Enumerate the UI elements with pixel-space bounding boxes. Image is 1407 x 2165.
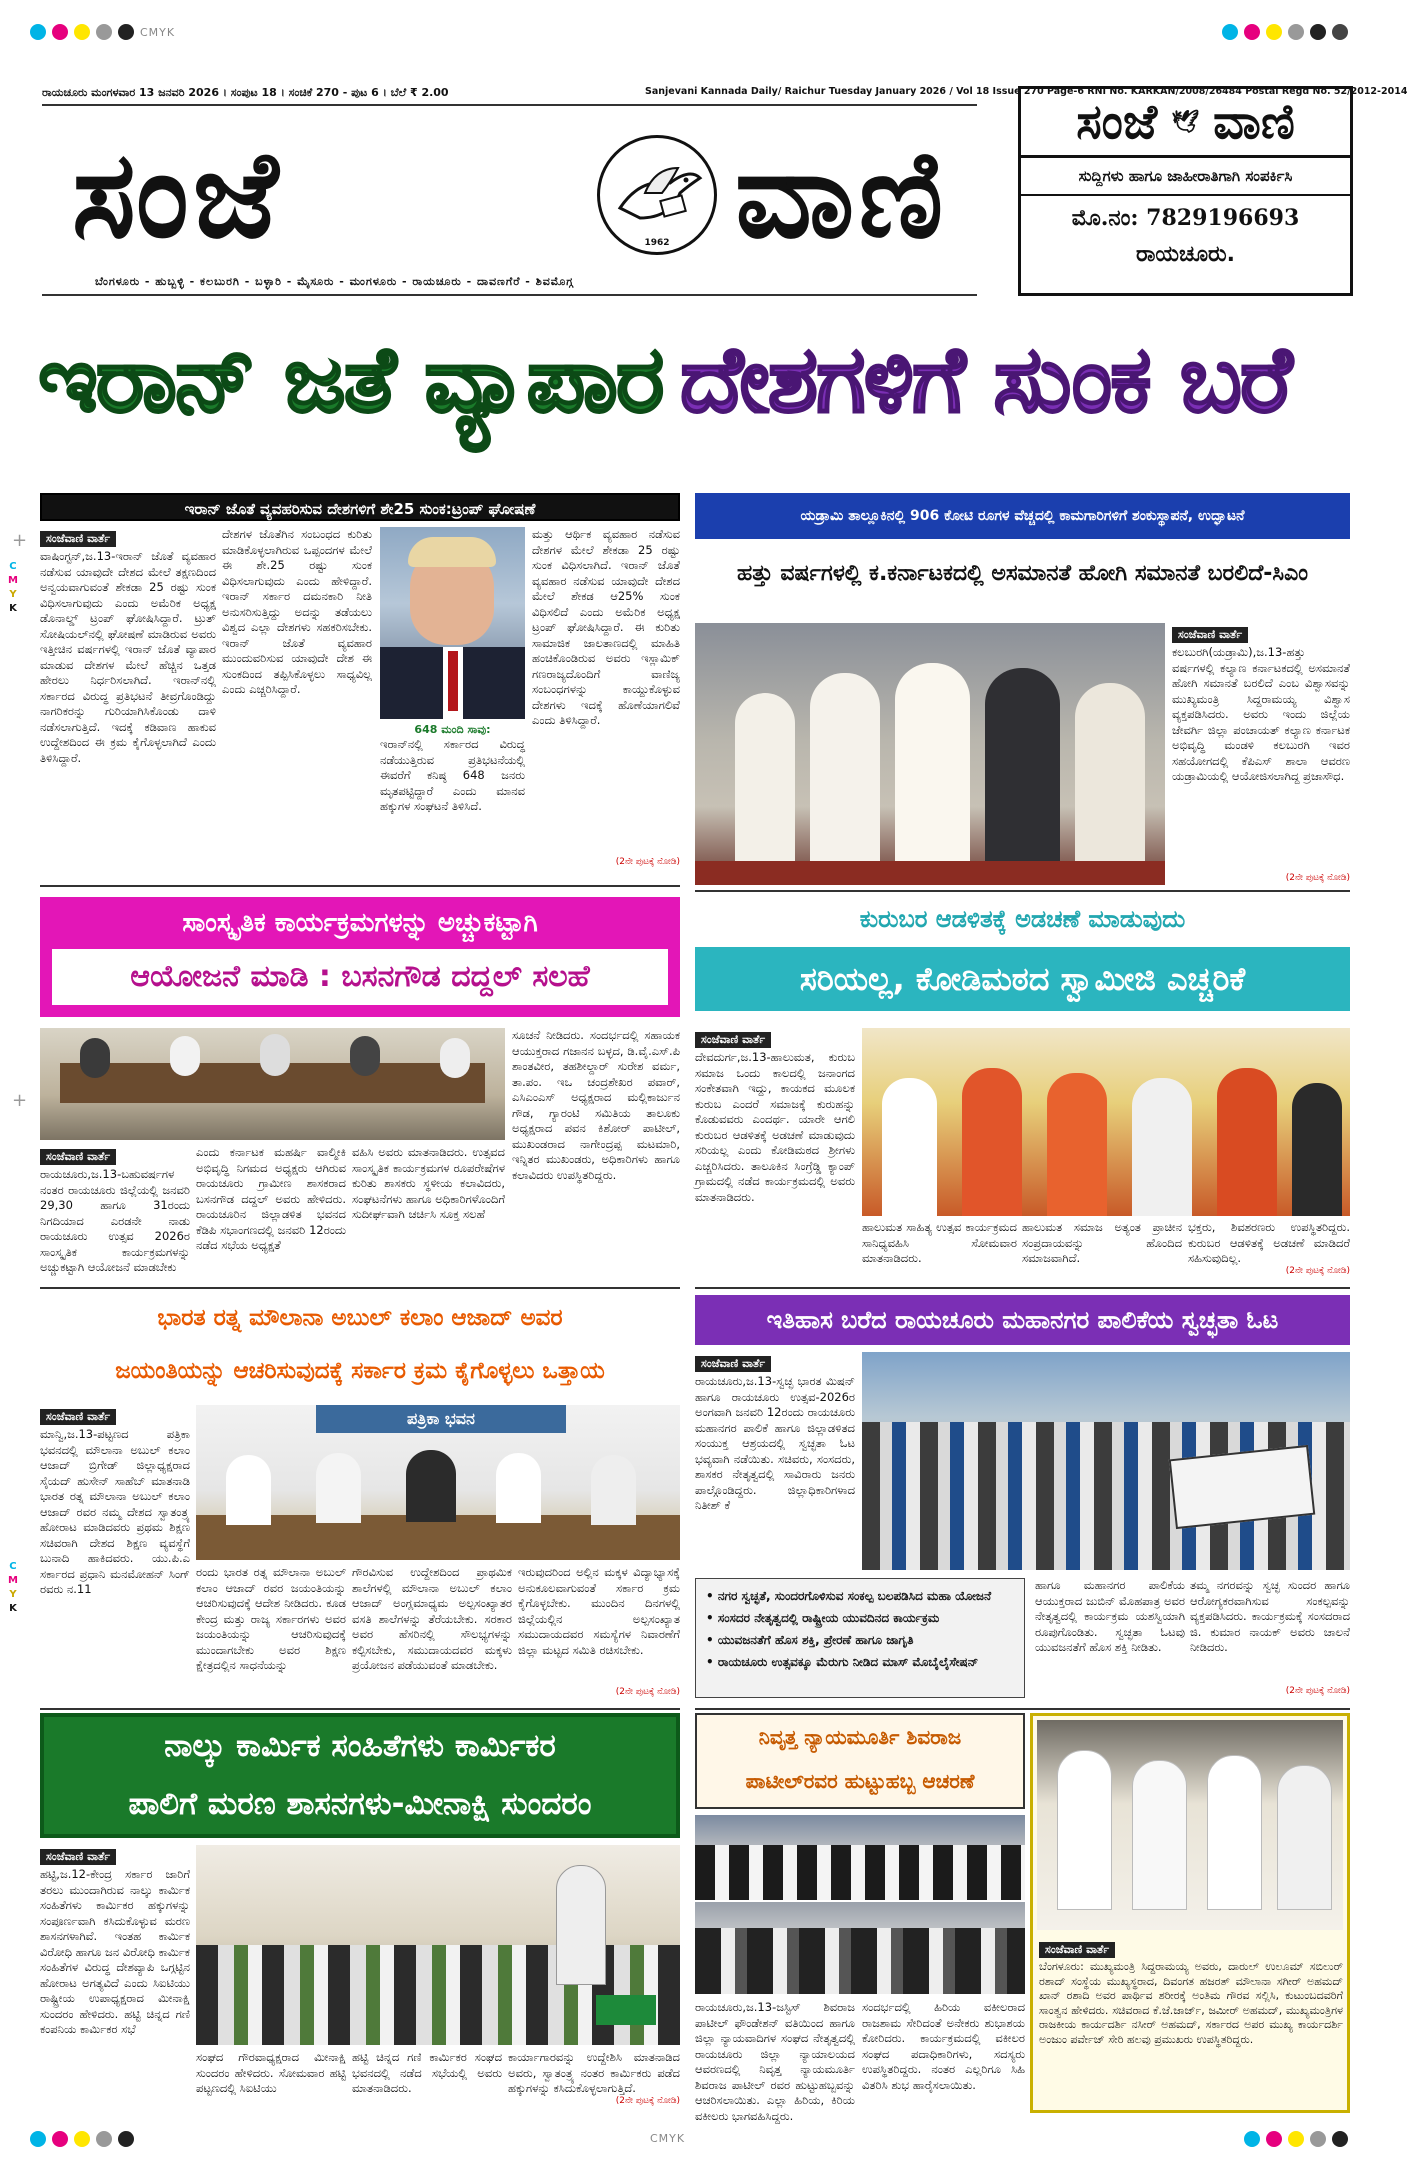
story6-headline: ಇತಿಹಾಸ ಬರೆದ ರಾಯಚೂರು ಮಹಾನಗರ ಪಾಲಿಕೆಯ ಸ್ವಚ್ಛತಾ ಓಟ [695, 1295, 1350, 1345]
banner-board [1169, 1445, 1316, 1529]
story7-col1 [40, 1845, 190, 2107]
person-figure [350, 1036, 380, 1076]
story8-photo-1 [695, 1815, 1025, 1900]
story1-col2-text: ದೇಶಗಳ ಜೊತೆಗಿನ ಸಂಬಂಧದ ಕುರಿತು ಮಾಡಿಕೊಳ್ಳಲಾಗಿರುವ ಒಪ್ಪಂದಗಳ ಮೇಲೆ ಈ ಶೇ.25 ರಷ್ಟು ಸುಂಕ ವಿಧಿಸಲಾಗುವುದು ಎಂದು ಹೇಳಿದ್ದಾರೆ. ಇರಾನ್ ಸರ್ಕಾರ ದಮನಕಾರಿ ನೀತಿ ಅನುಸರಿಸುತ್ತಿದ್ದು ಅದನ್ನು ತಡೆಯಲು ವಿಶ್ವದ ಎಲ್ಲಾ ದೇಶಗಳು ಸಹಕರಿಸಬೇಕು. ಇರಾನ್ ಜೊತೆ ವ್ಯವಹಾರ ಮುಂದುವರಿಸುವ ಯಾವುದೇ ದೇಶ ಈ ಸುಂಕದಿಂದ ತಪ್ಪಿಸಿಕೊಳ್ಳಲು ಸಾಧ್ಯವಿಲ್ಲ ಎಂದು ಎಚ್ಚರಿಸಿದ್ದಾರೆ. [222, 527, 372, 696]
cyan-dot [1222, 24, 1238, 40]
registration-dots-bottom-right [1244, 2131, 1348, 2147]
story8-headline-line2: ಪಾಟೀಲ್‌ರವರ ಹುಟ್ಟುಹಬ್ಬ ಆಚರಣೆ [745, 1769, 975, 1793]
story8-col2-text: ಸಂದರ್ಭದಲ್ಲಿ ಹಿರಿಯ ವಕೀಲರಾದ ರಾಜಶಾಮ ಸೇರಿದಂತೆ ಅನೇಕರು ಶುಭಾಶಯ ಕೋರಿದರು. ಕಾರ್ಯಕ್ರಮದಲ್ಲಿ ವಕೀಲರ ಸಂಘದ ಪದಾಧಿಕಾರಿಗಳು, ಸದಸ್ಯರು ಉಪಸ್ಥಿತರಿದ್ದರು. ನಂತರ ಎಲ್ಲರಿಗೂ ಸಿಹಿ ವಿತರಿಸಿ ಶುಭ ಹಾರೈಸಲಾಯಿತು. [862, 2000, 1025, 2092]
black-dot [118, 24, 134, 40]
story7-col4 [508, 2050, 680, 2110]
story2-photo [695, 623, 1165, 885]
stage-cloth [695, 861, 1165, 885]
person-figure [591, 1455, 636, 1525]
story5-more: (2ನೇ ಪುಟಕ್ಕೆ ನೋಡಿ) [615, 1687, 680, 1697]
story1-col2 [222, 527, 372, 877]
lawyers-pattern [695, 1928, 1025, 1994]
magenta-dot [52, 2131, 68, 2147]
magenta-dot [52, 24, 68, 40]
side-cmyk-marks-2 [8, 1560, 18, 1616]
story4-more: (2ನೇ ಪುಟಕ್ಕೆ ನೋಡಿ) [1285, 1266, 1350, 1276]
dateline-rule [42, 104, 977, 106]
story7-more: (2ನೇ ಪುಟಕ್ಕೆ ನೋಡಿ) [615, 2096, 680, 2106]
story1-bottom-rule [40, 885, 680, 887]
story4-col1 [695, 1028, 855, 1213]
story4-col2-text: ಹಾಲುಮತ ಸಾಹಿತ್ಯ ಉತ್ಸವ ಕಾರ್ಯಕ್ರಮದ ಸಾನಿಧ್ಯವಹಿಸಿ ಸೋಮವಾರ ಮಾತನಾಡಿದರು. [862, 1220, 1017, 1265]
story7-col3-text: ಹಟ್ಟಿ ಚಿನ್ನದ ಗಣಿ ಕಾರ್ಮಿಕರ ಸಂಘದ ಭವನದಲ್ಲಿ ನಡೆದ ಸಭೆಯಲ್ಲಿ ಅವರು ಮಾತನಾಡಿದರು. [352, 2050, 502, 2095]
press-bhavan-banner: ಪತ್ರಿಕಾ ಭವನ [316, 1405, 566, 1433]
ad-title-right: ವಾಣಿ [1213, 94, 1295, 150]
person-figure [1207, 1755, 1262, 1910]
yellow-dot [74, 2131, 90, 2147]
story1-caption-text: ಇರಾನ್‌ನಲ್ಲಿ ಸರ್ಕಾರದ ವಿರುದ್ಧ ನಡೆಯುತ್ತಿರುವ ಪ್ರತಿಭಟನೆಯಲ್ಲಿ ಈವರೆಗೆ ಕನಿಷ್ಠ 648 ಜನರು ಮೃತಪಟ್ಟಿದ್ದಾರೆ ಎಂದು ಮಾನವ ಹಕ್ಕುಗಳ ಸಂಘಟನೆ ತಿಳಿಸಿದೆ. [380, 737, 525, 813]
side-cmyk-marks [8, 560, 18, 616]
side-k: K [9, 1603, 17, 1614]
story6-more: (2ನೇ ಪುಟಕ್ಕೆ ನೋಡಿ) [1285, 1686, 1350, 1696]
story3-photo [40, 1028, 505, 1140]
story5-col4-text: ಇರುವುದರಿಂದ ಅಲ್ಲಿನ ಮಕ್ಕಳ ವಿದ್ಯಾಭ್ಯಾಸಕ್ಕೆ ಅನುಕೂಲವಾಗುವಂತೆ ಸರ್ಕಾರ ಕ್ರಮ ಕೈಗೊಳ್ಳಬೇಕು. ಮುಂದಿನ ದಿನಗಳಲ್ಲಿ ಜಿಲ್ಲೆಯಲ್ಲಿನ ಅಲ್ಪಸಂಖ್ಯಾತ ಸಮುದಾಯದವರ ಸಮಸ್ಯೆಗಳ ನಿವಾರಣೆಗೆ ಜಿಲ್ಲಾ ಮಟ್ಟದ ಸಮಿತಿ ರಚಿಸಬೇಕು. [518, 1565, 680, 1657]
cmyk-label-bottom: CMYK [650, 2132, 686, 2145]
story5-bottom-rule [40, 1708, 680, 1710]
side-k: K [9, 603, 17, 614]
bullet-text: ಸಂಸದರ ನೇತೃತ್ವದಲ್ಲಿ ರಾಷ್ಟ್ರೀಯ ಯುವದಿನದ ಕಾರ್ಯಕ್ರಮ [717, 1611, 940, 1625]
story9-body: ಬೆಂಗಳೂರು: ಮುಖ್ಯಮಂತ್ರಿ ಸಿದ್ದರಾಮಯ್ಯ ಅವರು, ದಾರುಲ್ ಉಲೂಮ್ ಸಬಿಲುರ್ ರಶಾದ್ ಸಂಸ್ಥೆಯ ಮುಖ್ಯಸ್ಥರಾದ, ದಿವಂಗತ ಹಜರತ್ ಮೌಲಾನಾ ಸಗೀರ್ ಅಹಮದ್ ಖಾನ್ ರಶಾದಿ ಅವರ ಪಾರ್ಥಿವ ಶರೀರಕ್ಕೆ ಅಂತಿಮ ಗೌರವ ಸಲ್ಲಿಸಿ, ಕುಟುಂಬದವರಿಗೆ ಸಾಂತ್ವನ ಹೇಳಿದರು. ಸಚಿವರಾದ ಕೆ.ಜೆ.ಜಾರ್ಜ್, ಜಮೀರ್ ಅಹಮದ್, ಮುಖ್ಯಮಂತ್ರಿಗಳ ರಾಜಕೀಯ ಕಾರ್ಯದರ್ಶಿ ನಸೀರ್ ಅಹಮದ್, ಸರ್ಕಾರದ ಅಪರ ಮುಖ್ಯ ಕಾರ್ಯದರ್ಶಿ ಅಂಜುಂ ಪರ್ವೇಜ್ ಸೇರಿ ಹಲವು ಪ್ರಮುಖರು ಉಪಸ್ಥಿತರಿದ್ದರು. [1039, 1960, 1343, 2046]
bullet-item: • ಸಂಸದರ ನೇತೃತ್ವದಲ್ಲಿ ರಾಷ್ಟ್ರೀಯ ಯುವದಿನದ ಕಾರ್ಯಕ್ರಮ [706, 1611, 940, 1625]
story4-col4 [1188, 1220, 1350, 1282]
yellow-dot [1266, 24, 1282, 40]
story4-col3-text: ಹಾಲುಮತ ಸಮಾಜ ಅತ್ಯಂತ ಪ್ರಾಚೀನ ಸಂಪ್ರದಾಯವನ್ನು ಹೊಂದಿದ ಸಮಾಜವಾಗಿದೆ. [1022, 1220, 1182, 1265]
side-c: C [9, 1561, 17, 1572]
story4-col1-text: ದೇವದುರ್ಗ,ಜ.13-ಹಾಲುಮತ, ಕುರುಬ ಸಮಾಜ ಒಂದು ಕಾಲದಲ್ಲಿ ಜನಾಂಗದ ಸಂಕೇತವಾಗಿ ಇದ್ದು, ಕಾಯಕದ ಮೂಲಕ ಕುರುಬ ಎಂದರೆ ಸಮಾಜಕ್ಕೆ ಕುರುಹನ್ನು ಕೊಡುವವರು ಎಂದರ್ಥ. ಯಾರೇ ಆಗಲಿ ಕುರುಬರ ಆಡಳಿತಕ್ಕೆ ಅಡಚಣೆ ಮಾಡುವುದು ಸರಿಯಲ್ಲ ಎಂದು ಕೋಡಿಮಠದ ಶ್ರೀಗಳು ಎಚ್ಚರಿಸಿದರು. ತಾಲೂಕಿನ ಸಿಂಗ್ರೆಡ್ಡಿ ಕ್ಯಾಂಪ್ ಗ್ರಾಮದಲ್ಲಿ ನಡೆದ ಕಾರ್ಯಕ್ರಮದಲ್ಲಿ ಅವರು ಮಾತನಾಡಿದರು. [695, 1050, 855, 1204]
bullet-text: ರಾಯಚೂರು ಉತ್ಸವಕ್ಕೂ ಮೆರುಗು ನೀಡಿದ ಮಾಸ್ ಮೊಬೈಲೈಸೇಷನ್ [717, 1655, 979, 1669]
hair-shape [408, 537, 496, 567]
swamiji-figure [1217, 1068, 1277, 1216]
story1-col3-text: ಮತ್ತು ಆರ್ಥಿಕ ವ್ಯವಹಾರ ನಡೆಸುವ ದೇಶಗಳ ಮೇಲೆ ಶೇಕಡಾ 25 ರಷ್ಟು ಸುಂಕ ವಿಧಿಸಲಾಗಿದೆ. ಇರಾನ್ ಜೊತೆ ವ್ಯವಹಾರ ನಡೆಸುವ ಯಾವುದೇ ದೇಶದ ಮೇಲೆ ಶೇಕಡ ಆ25% ಸುಂಕ ವಿಧಿಸಲಿದೆ ಎಂದು ಅಮೆರಿಕ ಅಧ್ಯಕ್ಷ ಟ್ರಂಪ್ ಘೋಷಿಸಿದ್ದಾರೆ. ಈ ಕುರಿತು ಸಾಮಾಜಿಕ ಜಾಲತಾಣದಲ್ಲಿ ಮಾಹಿತಿ ಹಂಚಿಕೊಂಡಿರುವ ಅವರು ಇಸ್ಲಾಮಿಕ್ ಗಣರಾಜ್ಯದೊಂದಿಗೆ ವಾಣಿಜ್ಯ ಸಂಬಂಧಗಳನ್ನು ಕಾಯ್ದುಕೊಳ್ಳುವ ದೇಶಗಳು ಇದಕ್ಕೆ ಹೊಣೆಯಾಗಲಿವೆ ಎಂದು ತಿಳಿಸಿದ್ದಾರೆ. [532, 527, 680, 727]
gray-dot [96, 24, 112, 40]
main-headline-part1: ಇರಾನ್ ಜತೆ ವ್ಯಾಪಾರ [38, 326, 663, 433]
masthead-cities: ಬೆಂಗಳೂರು - ಹುಬ್ಬಳ್ಳಿ - ಕಲಬುರಗಿ - ಬಳ್ಳಾರಿ - ಮೈಸೂರು - ಮಂಗಳೂರು - ರಾಯಚೂರು - ದಾವಣಗೆರೆ - ಶಿವಮೊಗ್ಗ [95, 275, 574, 288]
person-figure [882, 1078, 937, 1216]
gray-dot [1288, 24, 1304, 40]
registration-dots-bottom-left [30, 2131, 134, 2147]
person-figure [316, 1453, 361, 1523]
story1-reporter: ಸಂಜೆವಾಣಿ ವಾರ್ತೆ [40, 531, 116, 547]
story3-top-text: ಸೂಚನೆ ನೀಡಿದರು. ಸಂದರ್ಭದಲ್ಲಿ ಸಹಾಯಕ ಆಯುಕ್ತರಾದ ಗಜಾನನ ಬಳ್ಳದ, ಡಿ.ವೈ.ಎಸ್.ಪಿ ಶಾಂತವೀರ, ತಹಶೀಲ್ದಾರ್ ಸುರೇಶ ವರ್ಮ, ತಾ.ಪಂ. ಇಒ ಚಂದ್ರಶೇಖರ ಪವಾರ್, ಎಸಿಎಂಎಸ್ ಅಧ್ಯಕ್ಷರಾದ ಮಲ್ಲಿಕಾರ್ಜುನ ಗೌಡ, ಗ್ಯಾರಂಟಿ ಸಮಿತಿಯ ತಾಲೂಕು ಅಧ್ಯಕ್ಷರಾದ ಪವನ ಕಿಶೋರ್ ಪಾಟೀಲ್, ಮುಖಂಡರಾದ ನಾಗೇಂದ್ರಪ್ಪ ಮಟಮಾರಿ, ಇನ್ನಿತರ ಮುಖಂಡರು, ಅಧಿಕಾರಿಗಳು ಹಾಗೂ ಕಲಾವಿದರು ಉಪಸ್ಥಿತರಿದ್ದರು. [512, 1028, 680, 1182]
story7-headline-line1: ನಾಲ್ಕು ಕಾರ್ಮಿಕ ಸಂಹಿತೆಗಳು ಕಾರ್ಮಿಕರ [164, 1728, 556, 1764]
dove-icon [600, 138, 714, 252]
chair-shape [596, 1995, 656, 2025]
story7-col2-text: ಸಂಘದ ಗೌರವಾಧ್ಯಕ್ಷರಾದ ಮೀನಾಕ್ಷಿ ಸುಂದರಂ ಹೇಳಿದರು. ಸೋಮವಾರ ಹಟ್ಟಿ ಪಟ್ಟಣದಲ್ಲಿ ಸಿಐಟಿಯು [196, 2050, 346, 2095]
magenta-dot [1244, 24, 1260, 40]
story5-reporter: ಸಂಜೆವಾಣಿ ವಾರ್ತೆ [40, 1409, 116, 1425]
person-figure [735, 693, 795, 883]
story6-col3-text: ತಮ್ಮ ನಗರವನ್ನು ಸ್ವಚ್ಛ ಸುಂದರ ಹಾಗೂ ಆರೋಗ್ಯಕರವಾಗಿಸುವ ಸಂಕಲ್ಪವನ್ನು ವ್ಯಕ್ತಪಡಿಸಿದರು. ಕಾರ್ಯಕ್ರಮಕ್ಕೆ ಸಂಸದರಾದ ಜಿ. ಕುಮಾರ ನಾಯಕ್ ಅವರು ಚಾಲನೆ ನೀಡಿದರು. [1190, 1578, 1350, 1654]
story8-headline-line1: ನಿವೃತ್ತ ನ್ಯಾಯಮೂರ್ತಿ ಶಿವರಾಜ [758, 1725, 962, 1749]
story2-more: (2ನೇ ಪುಟಕ್ಕೆ ನೋಡಿ) [1285, 873, 1350, 883]
side-y: Y [9, 589, 17, 600]
yellow-dot [74, 24, 90, 40]
story5-col4 [518, 1565, 680, 1705]
cyan-dot [1244, 2131, 1260, 2147]
story4-bottom-rule [695, 1287, 1350, 1289]
story5-col1 [40, 1405, 190, 1705]
story1-headline-strip: ಇರಾನ್ ಜೊತೆ ವ್ಯವಹರಿಸುವ ದೇಶಗಳಿಗೆ ಶೇ25 ಸುಂಕ:ಟ್ರಂಪ್ ಘೋಷಣೆ [40, 493, 680, 521]
person-figure [260, 1034, 290, 1076]
masthead-year: 1962 [644, 238, 670, 248]
contact-ad-box [1018, 86, 1353, 296]
ad-phone: ಮೊ.ನಂ: 7829196693 [1071, 205, 1300, 231]
bullet-item: • ಯುವಜನತೆಗೆ ಹೊಸ ಶಕ್ತಿ, ಪ್ರೇರಣೆ ಹಾಗೂ ಜಾಗೃತಿ [706, 1633, 914, 1647]
story3-col1-text: ರಾಯಚೂರು,ಜ.13-ಬಹುವರ್ಷಗಳ ನಂತರ ರಾಯಚೂರು ಜಿಲ್ಲೆಯಲ್ಲಿ ಜನವರಿ 29,30 ಹಾಗೂ 31ರಂದು ನಿಗದಿಯಾದ ಎರಡನೇ ನಾಡು ರಾಯಚೂರು ಉತ್ಸವ 2026ರ ಸಾಂಸ್ಕೃತಿಕ ಕಾರ್ಯಕ್ರಮಗಳನ್ನು ಅಚ್ಚುಕಟ್ಟಾಗಿ ಆಯೋಜನೆ ಮಾಡಬೇಕು [40, 1167, 190, 1274]
masthead-right: ವಾಣಿ [735, 124, 948, 265]
story9-text [1039, 1938, 1343, 2108]
story6-col1 [695, 1352, 855, 1570]
person-figure [170, 1036, 200, 1076]
story6-col1-text: ರಾಯಚೂರು,ಜ.13-ಸ್ವಚ್ಛ ಭಾರತ ಮಿಷನ್ ಹಾಗೂ ರಾಯಚೂರು ಉತ್ಸವ-2026ರ ಅಂಗವಾಗಿ ಜನವರಿ 12ರಂದು ರಾಯಚೂರು ಮಹಾನಗರ ಪಾಲಿಕೆ ಹಾಗೂ ಜಿಲ್ಲಾಡಳಿತದ ಸಂಯುಕ್ತ ಆಶ್ರಯದಲ್ಲಿ ಸ್ವಚ್ಛತಾ ಓಟ ಭವ್ಯವಾಗಿ ನಡೆಯಿತು. ಸಚಿವರು, ಸಂಸದರು, ಶಾಸಕರ ನೇತೃತ್ವದಲ್ಲಿ ಸಾವಿರಾರು ಜನರು ಪಾಲ್ಗೊಂಡಿದ್ದರು. ಜಿಲ್ಲಾಧಿಕಾರಿಗಳಾದ ನಿತೀಶ್ ಕೆ [695, 1374, 855, 1512]
story5-col2-text: ರಂದು ಭಾರತ ರತ್ನ ಮೌಲಾನಾ ಅಬುಲ್ ಕಲಾಂ ಆಜಾದ್ ರವರ ಜಯಂತಿಯನ್ನು ಆಚರಿಸುವುದಕ್ಕೆ ಆದೇಶ ನೀಡಿದರು. ಕೂಡ ಕೇಂದ್ರ ಮತ್ತು ರಾಜ್ಯ ಸರ್ಕಾರಗಳು ಅವರ ಜಯಂತಿಯನ್ನು ಆಚರಿಸುವುದಕ್ಕೆ ಮುಂದಾಗಬೇಕು ಅವರ ಶಿಕ್ಷಣ ಕ್ಷೇತ್ರದಲ್ಲಿನ ಸಾಧನೆಯನ್ನು [196, 1565, 346, 1672]
story8-col1 [695, 2000, 855, 2123]
registration-dots-top-right [1222, 24, 1348, 40]
story8-col2 [862, 2000, 1025, 2110]
registration-cross: + [12, 530, 28, 551]
story7-headline-box [40, 1713, 680, 1838]
story5-photo [196, 1405, 680, 1560]
story4-col4-text: ಭಕ್ತರು, ಶಿವಶರಣರು ಉಪಸ್ಥಿತರಿದ್ದರು. ಕುರುಬರ ಆಡಳಿತಕ್ಕೆ ಅಡಚಣೆ ಮಾಡಿದರೆ ಸಹಿಸುವುದಿಲ್ಲ. [1188, 1220, 1350, 1265]
story3-headline-line2: ಆಯೋಜನೆ ಮಾಡಿ : ಬಸನಗೌಡ ದದ್ದಲ್ ಸಲಹೆ [52, 949, 668, 1005]
story6-col3 [1190, 1578, 1350, 1703]
story2-strip: ಯಡ್ರಾಮಿ ತಾಲ್ಲೂಕಿನಲ್ಲಿ 906 ಕೋಟಿ ರೂಗಳ ವೆಚ್ಚದಲ್ಲಿ ಕಾಮಗಾರಿಗಳಿಗೆ ಶಂಕುಸ್ಥಾಪನೆ, ಉದ್ಘಾಟನೆ [695, 493, 1350, 539]
ad-city: ರಾಯಚೂರು. [1135, 242, 1236, 267]
story2-body: ಕಲಬುರಗಿ(ಯಡ್ರಾಮಿ),ಜ.13-ಹತ್ತು ವರ್ಷಗಳಲ್ಲಿ ಕಲ್ಯಾಣ ಕರ್ನಾಟಕದಲ್ಲಿ ಅಸಮಾನತೆ ಹೋಗಿ ಸಮಾನತೆ ಬರಲಿದೆ ಎಂಬ ವಿಶ್ವಾಸವನ್ನು ಮುಖ್ಯಮಂತ್ರಿ ಸಿದ್ದರಾಮಯ್ಯ ವಿಶ್ವಾಸ ವ್ಯಕ್ತಪಡಿಸಿದರು. ಅವರು ಇಂದು ಜಿಲ್ಲೆಯ ಜೇವರ್ಗಿ ಜಿಲ್ಲಾ ಪಂಚಾಯತ್ ಕಲ್ಯಾಣ ಕರ್ನಾಟಕ ಅಭಿವೃದ್ಧಿ ಮಂಡಳಿ ಕಲಬುರಗಿ ಇವರ ಸಹಯೋಗದಲ್ಲಿ ಕೆಪಿಎಸ್ ಶಾಲಾ ಆವರಣ ಯಡ್ರಾಮಿಯಲ್ಲಿ ಆಯೋಜಿಸಲಾಗಿದ್ದ ಪ್ರಜಾಸೌಧ. [1172, 645, 1350, 783]
story4-headline-line2: ಸರಿಯಲ್ಲ, ಕೋಡಿಮಠದ ಸ್ವಾಮೀಜಿ ಎಚ್ಚರಿಕೆ [695, 947, 1350, 1011]
story7-headline-line2: ಪಾಲಿಗೆ ಮರಣ ಶಾಸನಗಳು-ಮೀನಾಕ್ಷಿ ಸುಂದರಂ [128, 1786, 592, 1822]
registration-cross: + [12, 1090, 28, 1111]
side-m: M [8, 1575, 18, 1586]
bullet-item: • ರಾಯಚೂರು ಉತ್ಸವಕ್ಕೂ ಮೆರುಗು ನೀಡಿದ ಮಾಸ್ ಮೊಬೈಲೈಸೇಷನ್ [706, 1655, 979, 1669]
person-figure [1132, 1760, 1187, 1910]
cmyk-label: CMYK [140, 25, 176, 39]
swamiji-figure [962, 1068, 1022, 1216]
cyan-dot [30, 2131, 46, 2147]
bullet-text: ನಗರ ಸ್ವಚ್ಛತೆ, ಸುಂದರಗೊಳಿಸುವ ಸಂಕಲ್ಪ ಬಲಪಡಿಸಿದ ಮಹಾ ಯೋಜನೆ [717, 1589, 992, 1603]
story2-headline: ಹತ್ತು ವರ್ಷಗಳಲ್ಲಿ ಕ.ಕರ್ನಾಟಕದಲ್ಲಿ ಅಸಮಾನತೆ ಹೋಗಿ ಸಮಾನತೆ ಬರಲಿದೆ-ಸಿಎಂ [737, 561, 1308, 586]
side-m: M [8, 575, 18, 586]
story5-col3-text: ಗೌರವಿಸುವ ಉದ್ದೇಶದಿಂದ ಪ್ರಾಥಮಿಕ ಶಾಲೆಗಳಲ್ಲಿ ಮೌಲಾನಾ ಅಬುಲ್ ಕಲಾಂ ಆಜಾದ್ ಅಂಗ್ಲಮಾಧ್ಯಮ ಅಲ್ಪಸಂಖ್ಯಾತರ ವಸತಿ ಶಾಲೆಗಳನ್ನು ತೆರೆಯಬೇಕು. ಸರಕಾರ ಅವರ ಹೆಸರಿನಲ್ಲಿ ಸೌಲಭ್ಯಗಳನ್ನು ಕಲ್ಪಿಸಬೇಕು, ಸಮುದಾಯದವರ ಮಕ್ಕಳು ಪ್ರಯೋಜನ ಪಡೆಯುವಂತೆ ಮಾಡಬೇಕು. [352, 1565, 512, 1672]
bullet-item: • ನಗರ ಸ್ವಚ್ಛತೆ, ಸುಂದರಗೊಳಿಸುವ ಸಂಕಲ್ಪ ಬಲಪಡಿಸಿದ ಮಹಾ ಯೋಜನೆ [706, 1589, 992, 1603]
dove-logo [597, 135, 717, 255]
person-figure [226, 1455, 271, 1525]
story4-photo [862, 1028, 1350, 1216]
ad-title-left: ಸಂಜೆ [1076, 94, 1158, 150]
person-figure [1277, 1765, 1332, 1910]
person-figure [1132, 1078, 1192, 1216]
black-dot [1332, 24, 1348, 40]
side-c: C [9, 561, 17, 572]
person-figure [440, 1038, 470, 1078]
masthead-left: ಸಂಜೆ [72, 124, 283, 265]
story3-col1 [40, 1145, 190, 1280]
ad-dove-icon: 🕊 [1171, 109, 1200, 135]
cyan-dot [30, 24, 46, 40]
swamiji-figure [1047, 1073, 1107, 1216]
registration-dots-top-left [30, 24, 175, 40]
story6-photo [862, 1352, 1350, 1570]
story1-more: (2ನೇ ಪುಟಕ್ಕೆ ನೋಡಿ) [615, 857, 680, 867]
story1-col3 [532, 527, 680, 877]
story4-reporter: ಸಂಜೆವಾಣಿ ವಾರ್ತೆ [695, 1032, 771, 1048]
story9-reporter: ಸಂಜೆವಾಣಿ ವಾರ್ತೆ [1039, 1942, 1115, 1958]
story2-reporter: ಸಂಜೆವಾಣಿ ವಾರ್ತೆ [1172, 627, 1248, 643]
bullet-text: ಯುವಜನತೆಗೆ ಹೊಸ ಶಕ್ತಿ, ಪ್ರೇರಣೆ ಹಾಗೂ ಜಾಗೃತಿ [717, 1633, 914, 1647]
person-figure [1057, 1750, 1112, 1910]
story3-headline-line1: ಸಾಂಸ್ಕೃತಿಕ ಕಾರ್ಯಕ್ರಮಗಳನ್ನು ಅಚ್ಚುಕಟ್ಟಾಗಿ [182, 908, 538, 938]
person-figure [1292, 1083, 1342, 1216]
person-figure [406, 1450, 456, 1522]
story7-reporter: ಸಂಜೆವಾಣಿ ವಾರ್ತೆ [40, 1849, 116, 1865]
person-figure [810, 673, 880, 883]
story3-headline-box [40, 897, 680, 1017]
person-figure [1075, 683, 1145, 883]
masthead-rule [42, 294, 977, 296]
story9-photo [1037, 1720, 1343, 1930]
person-figure [80, 1038, 110, 1078]
story6-bottom-rule [695, 1708, 1350, 1710]
story9-box [1030, 1713, 1350, 2113]
gray-dot [96, 2131, 112, 2147]
story3-col2-text: ಎಂದು ಕರ್ನಾಟಕ ಮಹರ್ಷಿ ವಾಲ್ಮೀಕಿ ಅಭಿವೃದ್ಧಿ ನಿಗಮದ ಅಧ್ಯಕ್ಷರು ಆಗಿರುವ ರಾಯಚೂರು ಗ್ರಾಮೀಣ ಶಾಸಕರಾದ ಬಸನಗೌಡ ದದ್ದಲ್ ಅವರು ಹೇಳಿದರು. ರಾಯಚೂರಿನ ಜಿಲ್ಲಾಡಳಿತ ಭವನದ ಕೆಡಿಪಿ ಸಭಾಂಗಣದಲ್ಲಿ ಜನವರಿ 12ರಂದು ನಡೆದ ಸಭೆಯ ಅಧ್ಯಕ್ಷತೆ [196, 1145, 346, 1252]
story1-caption [380, 722, 525, 877]
story8-photo-2 [695, 1902, 1025, 1994]
story6-bullets [695, 1578, 1025, 1698]
speaker-figure [556, 1865, 606, 1985]
dateline-english: Sanjevani Kannada Daily/ Raichur Tuesday January 2026 / Vol 18 Issue 270 Page-6 RNI No. KARKAN/2008/26484 Postal Regd No. 52/2012-2014 [645, 86, 1407, 97]
story3-bottom-rule [40, 1287, 680, 1289]
ad-contact-line: ಸುದ್ದಿಗಳು ಹಾಗೂ ಜಾಹೀರಾತಿಗಾಗಿ ಸಂಪರ್ಕಿಸಿ [1021, 158, 1350, 196]
black-dot [118, 2131, 134, 2147]
story8-col1-text: ರಾಯಚೂರು,ಜ.13-ಜಸ್ಟಿಸ್ ಶಿವರಾಜ ಪಾಟೀಲ್ ಫೌಂಡೇಶನ್ ವತಿಯಿಂದ ಹಾಗೂ ಜಿಲ್ಲಾ ನ್ಯಾಯವಾದಿಗಳ ಸಂಘದ ನೇತೃತ್ವದಲ್ಲಿ ರಾಯಚೂರು ಜಿಲ್ಲಾ ನ್ಯಾಯಾಲಯದ ಆವರಣದಲ್ಲಿ ನಿವೃತ್ತ ನ್ಯಾಯಮೂರ್ತಿ ಶಿವರಾಜ ಪಾಟೀಲ್ ರವರ ಹುಟ್ಟುಹಬ್ಬವನ್ನು ಆಚರಿಸಲಾಯಿತು. ಎಲ್ಲಾ ಹಿರಿಯ, ಕಿರಿಯ ವಕೀಲರು ಭಾಗವಹಿಸಿದ್ದರು. [695, 2000, 855, 2123]
trump-photo [380, 527, 525, 719]
dateline-kannada: ರಾಯಚೂರು ಮಂಗಳವಾರ 13 ಜನವರಿ 2026 । ಸಂಪುಟ 18 । ಸಂಚಿಕೆ 270 - ಪುಟ 6 । ಬೆಲೆ ₹ 2.00 [42, 86, 449, 99]
black-dot [1310, 24, 1326, 40]
lawyers-pattern [695, 1845, 1025, 1900]
side-y: Y [9, 1589, 17, 1600]
story4-headline-line1: ಕುರುಬರ ಆಡಳಿತಕ್ಕೆ ಅಡಚಣೆ ಮಾಡುವುದು [859, 905, 1186, 933]
story4-headline-box [695, 897, 1350, 1017]
story6-col2-text: ಹಾಗೂ ಮಹಾನಗರ ಪಾಲಿಕೆಯ ಆಯುಕ್ತರಾದ ಜುಬಿನ್ ಮೊಹಪಾತ್ರ ಅವರ ನೇತೃತ್ವದಲ್ಲಿ ಕಾರ್ಯಕ್ರಮ ಯಶಸ್ವಿಯಾಗಿ ರೂಪುಗೊಂಡಿತು. ಸ್ವಚ್ಛತಾ ಓಟವು ಯುವಜನತೆಗೆ ಹೊಸ ಶಕ್ತಿ ನೀಡಿತು. [1035, 1578, 1185, 1654]
yellow-dot [1288, 2131, 1304, 2147]
story5-col1-text: ಮಾನ್ವಿ,ಜ.13-ಪಟ್ಟಣದ ಪತ್ರಿಕಾ ಭವನದಲ್ಲಿ ಮೌಲಾನಾ ಅಬುಲ್ ಕಲಾಂ ಆಜಾದ್ ಬ್ರಿಗೇಡ್ ಜಿಲ್ಲಾಧ್ಯಕ್ಷರಾದ ಸೈಯದ್ ಹುಸೇನ್ ಸಾಹೆಬ್ ಮಾತನಾಡಿ ಭಾರತ ರತ್ನ ಮೌಲಾನಾ ಅಬುಲ್ ಕಲಾಂ ಆಜಾದ್ ರವರ ನಮ್ಮ ದೇಶದ ಸ್ವಾತಂತ್ರ್ಯ ಹೋರಾಟ ಮಾಡಿದವರು ಪ್ರಥಮ ಶಿಕ್ಷಣ ಸಚಿವರಾಗಿ ದೇಶದ ಶಿಕ್ಷಣ ವ್ಯವಸ್ಥೆಗೆ ಬುನಾದಿ ಹಾಕಿದವರು. ಯು.ಪಿ.ಎ ಸರ್ಕಾರದ ಪ್ರಧಾನಿ ಮನಮೋಹನ್ ಸಿಂಗ್ ರವರು ನ.11 [40, 1427, 190, 1596]
story2-text [1172, 623, 1350, 885]
story1-caption-bold: 648 ಮಂದಿ ಸಾವು: [414, 723, 491, 736]
person-figure [496, 1453, 541, 1523]
story5-headline-line2: ಜಯಂತಿಯನ್ನು ಆಚರಿಸುವುದಕ್ಕೆ ಸರ್ಕಾರ ಕ್ರಮ ಕೈಗೊಳ್ಳಲು ಒತ್ತಾಯ [115, 1358, 605, 1384]
story1-col1 [40, 527, 216, 877]
black-dot [1332, 2131, 1348, 2147]
person-figure [895, 663, 970, 883]
ad-title [1021, 89, 1350, 158]
story5-headline-line1: ಭಾರತ ರತ್ನ ಮೌಲಾನಾ ಅಬುಲ್ ಕಲಾಂ ಆಜಾದ್ ಅವರ [157, 1305, 563, 1331]
story2-bottom-rule [695, 890, 1350, 892]
story6-reporter: ಸಂಜೆವಾಣಿ ವಾರ್ತೆ [695, 1356, 771, 1372]
person-figure [985, 668, 1060, 883]
story7-photo [196, 1845, 680, 2045]
story7-col1-text: ಹಟ್ಟಿ,ಜ.12-ಕೇಂದ್ರ ಸರ್ಕಾರ ಜಾರಿಗೆ ತರಲು ಮುಂದಾಗಿರುವ ನಾಲ್ಕು ಕಾರ್ಮಿಕ ಸಂಹಿತೆಗಳು ಕಾರ್ಮಿಕರ ಹಕ್ಕುಗಳನ್ನು ಸಂಪೂರ್ಣವಾಗಿ ಕಸಿದುಕೊಳ್ಳುವ ಮರಣ ಶಾಸನಗಳಾಗಿವೆ. ಇಂತಹ ಕಾರ್ಮಿಕ ವಿರೋಧಿ ಹಾಗೂ ಜನ ವಿರೋಧಿ ಕಾರ್ಮಿಕ ಸಂಹಿತೆಗಳ ವಿರುದ್ಧ ದೇಶವ್ಯಾಪಿ ಒಗ್ಗಟ್ಟಿನ ಹೋರಾಟ ಅಗತ್ಯವಿದೆ ಎಂದು ಸಿಐಟಿಯು ರಾಷ್ಟ್ರೀಯ ಉಪಾಧ್ಯಕ್ಷರಾದ ಮೀನಾಕ್ಷಿ ಸುಂದರಂ ಹೇಳಿದರು. ಹಟ್ಟಿ ಚಿನ್ನದ ಗಣಿ ಕಂಪನಿಯ ಕಾರ್ಮಿಕರ ಸಭೆ [40, 1867, 190, 2036]
story3-reporter: ಸಂಜೆವಾಣಿ ವಾರ್ತೆ [40, 1149, 116, 1165]
story1-col1-text: ವಾಷಿಂಗ್ಟನ್,ಜ.13-ಇರಾನ್ ಜೊತೆ ವ್ಯವಹಾರ ನಡೆಸುವ ಯಾವುದೇ ದೇಶದ ಮೇಲೆ ತಕ್ಷಣದಿಂದ ಅನ್ವಯವಾಗುವಂತೆ ಶೇಕಡಾ 25 ರಷ್ಟು ಸುಂಕ ವಿಧಿಸಲಾಗುವುದು ಎಂದು ಅಮೆರಿಕ ಅಧ್ಯಕ್ಷ ಡೊನಾಲ್ಡ್ ಟ್ರಂಪ್ ಘೋಷಿಸಿದ್ದಾರೆ. ಟ್ರುತ್ ಸೋಷಿಯಲ್‌ನಲ್ಲಿ ಘೋಷಣೆ ಮಾಡಿರುವ ಅವರು ಇತ್ತೀಚಿನ ವರ್ಷಗಳಲ್ಲಿ ಇರಾನ್ ಜೊತೆ ವ್ಯಾಪಾರ ಮಾಡುವ ದೇಶಗಳ ಮೇಲೆ ಹೆಚ್ಚಿನ ಒತ್ತಡ ಹೇರಲು ನಿರ್ಧರಿಸಲಾಗಿದೆ. ಇರಾನ್‌ನಲ್ಲಿ ಸರ್ಕಾರದ ವಿರುದ್ಧ ಪ್ರತಿಭಟನೆ ತೀವ್ರಗೊಂಡಿದ್ದು ನಾಗರಿಕರನ್ನು ಗುರಿಯಾಗಿಸಿಕೊಂಡು ದಾಳಿ ನಡೆಸಲಾಗುತ್ತಿದೆ. ಇದಕ್ಕೆ ಕಡಿವಾಣ ಹಾಕುವ ಉದ್ದೇಶದಿಂದ ಈ ಕ್ರಮ ಕೈಗೊಳ್ಳಲಾಗಿದೆ ಎಂದು ತಿಳಿಸಿದ್ದಾರೆ. [40, 549, 216, 765]
story8-headline-box [695, 1713, 1025, 1809]
story7-col4-text: ಕಾರ್ಯಾಗಾರವನ್ನು ಉದ್ದೇಶಿಸಿ ಮಾತನಾಡಿದ ಅವರು, ಸ್ವಾತಂತ್ರ್ಯ ನಂತರ ಕಾರ್ಮಿಕರು ಪಡೆದ ಹಕ್ಕುಗಳನ್ನು ಕಸಿದುಕೊಳ್ಳಲಾಗುತ್ತಿದೆ. [508, 2050, 680, 2095]
tie-shape [448, 651, 458, 711]
gray-dot [1310, 2131, 1326, 2147]
story3-col3-text: ವಹಿಸಿ ಅವರು ಮಾತನಾಡಿದರು. ಉತ್ಸವದ ಸಾಂಸ್ಕೃತಿಕ ಕಾರ್ಯಕ್ರಮಗಳ ರೂಪರೇಷೆಗಳ ಕುರಿತು ಶಾಸಕರು ಸ್ಥಳೀಯ ಕಲಾವಿದರು, ಸಂಘಟನೆಗಳು ಹಾಗೂ ಅಧಿಕಾರಿಗಳೊಂದಿಗೆ ಸುದೀರ್ಘವಾಗಿ ಚರ್ಚಿಸಿ ಸೂಕ್ತ ಸಲಹೆ [352, 1145, 506, 1221]
main-headline-part2: ದೇಶಗಳಿಗೆ ಸುಂಕ ಬರೆ [680, 326, 1291, 433]
magenta-dot [1266, 2131, 1282, 2147]
